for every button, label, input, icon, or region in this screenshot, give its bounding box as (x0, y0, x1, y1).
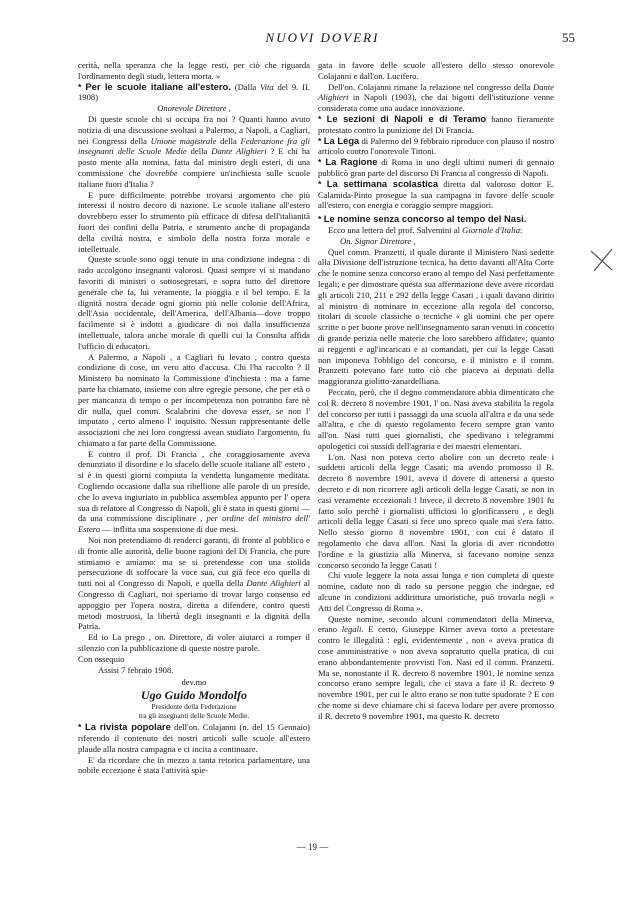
letter-date: Assisi 7 febraio 1908. (98, 664, 174, 675)
paragraph: Chi vuole leggere la nota assai lunga e non completa di queste nomine, cadute non di rado su persone peggio che indegne, ed alcune in condizioni addirittura umoristiche, può trovarla negli « Atti del Congresso di Roma ». (318, 570, 554, 613)
paragraph: Di queste scuole chi si occupa fra noi ? Quanti hanno avuto notizia di una discussione svoltasi a Palermo, a Napoli, a Cagliari, nei Congressi della Unione magistrale della Federazione fra gli insegnanti delle Scuole Medie della Dante Alighieri ? E chi ha posto mente alla nomina, fatta dal ministro degli esteri, di una commissione che dovrebbe compiere un'inchiesta sulle scuole italiane fuori d'Italia ? (78, 113, 311, 189)
section-heading-rivista-popolare: * La rivista popolare dell'on. Colajanni (n. del 15 Gennaio) riferendo il contenuto dei nostri articoli sulle scuole all'estero plaude alla nostra campagna e ci incita a continuare. (78, 721, 311, 754)
paragraph: cerità, nella speranza che la legge resti, per ciò che riguarda l'ordinamento degli studi, lettera morta. » (78, 60, 310, 81)
paragraph: Ed io La prego , on. Direttore, di voler aiutarci a romper il silenzio con la pubblicazione di queste nostre parole. (78, 632, 310, 654)
paragraph: Noi non pretendiamo di renderci garanti, di fronte al pubblico e di fronte alle autorità, delle buone ragioni del Di Francia, che pure stimiamo e amiamo: ma se si pretendesse con una stolida persecuzione di soffocare la voce sua, cui già fece eco quella di tutti noi al Congresso di Napoli, e quella della Dante Alighieri al Congresso di Cagliari, noi speriamo di trovar largo consenso ed appoggio per l'opera nostra, diretta a difendere, contro questi metodi mostruosi, la libertà degli insegnanti e la dignità della Patria. (78, 535, 310, 632)
signature-role: Presidente della Federazione (151, 702, 237, 712)
section-heading-settimana: * La settimana scolastica diretta dal valoroso dottor E. Calamida-Pinto prosegue la sua campagna in favore delle scuole all'estero, con energia e coraggio sempre maggiori. (318, 177, 555, 211)
paragraph: Peccato, però, che il degno commendatore abbia dimenticato che col R. decreto 8 novembre 1901, l' on. Nasi aveva stabilita la regola del concorso per tutti i passaggi da una scuola all'altra e da una sede all'altra, e che di questo regolamento fecero sempre gran vanto all'on. Nasi tutti quei giornalisti, che spedivano i telegrammi apologetici coi sussidi dell'agraria e dei maestri elementari. (318, 386, 554, 451)
paragraph: E contro il prof. Di Francia , che coraggiosamente aveva denunziato il disordine e lo sfacelo delle scuole italiane all' estero , si è in questi giorni compiuta la vendetta lungamente meditata. Cogliendo occasione dalla sua ribellione alle parole di un preside, che lo aveva ingiuriato in pubblica assemblea appunto per l' opera sua di relatore al Congresso di Napoli, gli è stata in questi giorni — da una commissione disciplinare , per ordine del ministro dell' Estero — inflitta una sospensione di due mesi. (78, 448, 310, 535)
right-column (318, 60, 554, 722)
closing: Con ossequio (78, 653, 125, 664)
paragraph: Queste nomine, secondo alcuni commendatori della Minerva, erano legali. E certo, Giuseppe Kirner aveva torto a pretestare contro le illegalità : egli, evidentemente , non « aveva pratica di cose amministrative » non aveva sopratutto quella pratica, di cui erano abbondantemente provvisti l'on. Nasi ed il comm. Pranzetti. Ma se, nonostante il R. decreto 8 novembre 1901, le nomine senza concorso erano sempre legali, che ci stava a fare il R. decreto 9 novembre 1901, per cui le altro erano se non tutte spudorate ? E con che nome si deve chiamare chi si faceva lodare per avere promosso il R. decreto 9 novembre 1901, ma questo R. decreto (318, 613, 554, 721)
handwritten-cross-mark (588, 246, 616, 274)
left-column (78, 60, 310, 776)
paragraph: E pure difficilmente potrebbe trovarsi argomento che più interessi il nostro decoro di nazione. Le scuole italiane all'estero dovrebbero esser lo strumento più efficace di difesa dell'italianità fuori dei confini della Patria, e strumento anche di propaganda della civiltà nostra, e simbolo della nostra forza morale e intellettuale. (78, 189, 310, 254)
section-heading-ragione: * La Ragione di Roma in uno degli ultimi numeri di gennaio pubblicò gran parte del discorso Di Francia al congresso di Napoli. (318, 156, 554, 178)
signature-role: tra gli insegnanti delle Scuole Medie. (138, 711, 250, 721)
section-heading-lega: * La Lega di Palermo del 9 febbraio riproduce con plauso il nostro articolo contro l'onorevole Tittoni. (318, 134, 554, 157)
paragraph: Queste scuole sono oggi tenute in una condizione indegna : di rado accolgono insegnanti valorosi. Quasi sempre vi si mandano favoriti di ministri o sottosegretari, e sopra tutto del direttore generale che fa, lui veramente, la pioggia e il bel tempo. E la dignità nostra decade ogni giorno più nelle colonie dell'Africa, dell'Asia occidentale, dell'America, dell'Albania—dove troppo facilmente si è indotti a giudicare di noi dalla insufficienza intellettuale, talora anche morale di quelli cui la Consulta affida l'ufficio di educatori. (78, 254, 310, 351)
signature-block (78, 677, 310, 720)
section-heading-nomine: * Le nomine senza concorso al tempo del Nasi. (318, 213, 527, 225)
paragraph: Ecco una lettera del prof. Salvemini al Giornale d'Italia: (328, 224, 523, 235)
paragraph: Quel comm. Pranzetti, il quale durante il Ministero Nasi sedette alla Divisione dell'istruzione tecnica, ha detto davanti all'Alta Corte che le nomine senza concorso erano al tempo del Nasi perfettamente legali; e per dimostrare questa sua affermazione deve avere ricordati gli articoli 210, 211 e 292 della legge Casati , i quali davano diritto al ministro di nominare in eccezione alla regola del concorso, titolari di scuole classiche o tecniche « gli uomini che per opere scritte o per buone prove nell'insegnamento saran venuti in concetto di grande perizia nelle materie che loro sarebbero affidate»; quanto ai reggenti e agl'incaricati e ai comandati, per cui la legge Casati non imponeva l'obbligo del concorso, e il ministro e il comm. Pranzetti potevano fare tutto ciò che piaceva ai deputati della maggioranza giolitto-zanardelliana. (318, 246, 554, 387)
running-title: NUOVI DOVERI (265, 30, 380, 45)
paragraph: gata in favore delle scuole all'estero dello stesso onorevole Colajanni e dall'on. Lucifero. (318, 60, 554, 81)
page-number: 55 (562, 30, 575, 45)
paragraph: L'on. Nasi non poteva certo abolire con un decreto reale i suddetti articoli della legge Casati; ma avendo promosso il R. decreto 8 novembre 1901, aveva il dovere di attenersi a questo decreto e di non ricorrere agli articoli della legge Casati, se non in casi veramente eccezionali ! Invece, il decreto 8 novembre 1901 fu fatto solo perchè i giornalisti ufficiosi lo glorificassero , e degli articoli della legge Casati si fece uno spreco quale mai s'era fatto. Nello stesso giorno 8 novembre 1901, con cui è datato il regolamento che dava all'on. Nasi la gloria di aver ricondotto l'ordine e la giustizia alla Minerva, si facevano nomine senza concorso secondo la legge Casati ! (318, 451, 554, 570)
letter-salutation: Onorevole Direttore , (157, 103, 231, 114)
signature-name: Ugo Guido Mondolfo (140, 688, 247, 703)
paragraph: E' da ricordare che in mezzo a tanta retorica parlamentare, una nobile eccezione è stata l'attività spie- (78, 754, 310, 776)
signature-abbr: dev.mo (181, 677, 207, 688)
heading-text: Per le scuole italiane all'estero. (85, 80, 231, 92)
page-header (70, 30, 575, 50)
paragraph: Dell'on. Colajanni rimane la relazione nel congresso della Dante Alighieri in Napoli (1903), che dai bigotti dell'istituzione venne considerata come una audace innovazione. (318, 81, 554, 114)
page-footer-number: — 19 — (296, 842, 329, 852)
section-heading-scuole-italiane: * Per le scuole italiane all'estero. (Dalla Vita del 9. II. 1908) (78, 80, 310, 103)
section-heading-sezioni: * Le sezioni di Napoli e di Teramo hanno fieramente protestato contro la punizione del Di Francia. (318, 112, 554, 135)
letter-salutation: On. Signor Direttore , (340, 235, 416, 246)
paragraph: A Palermo, a Napoli , a Cagliari fu levato , contro questa condizione di cose, un vero atto d'accusa. Chi l'ha raccolto ? Il Ministero ha nominato la Commissione d'inchiesta : ma a farne parte ha chiamato, insieme con altre egregie persone, che per età o per mancanza di tempo o per incompetenza non potranno fare nè dir nulla, quel comm. Scalabrini che doveva esser, se non l' imputato , certo almeno l' inquisito. Nessun rappresentante delle associazioni che nei loro congressi avean studiato l'argomento, fu chiamato a far parte della Commissione. (78, 351, 310, 448)
